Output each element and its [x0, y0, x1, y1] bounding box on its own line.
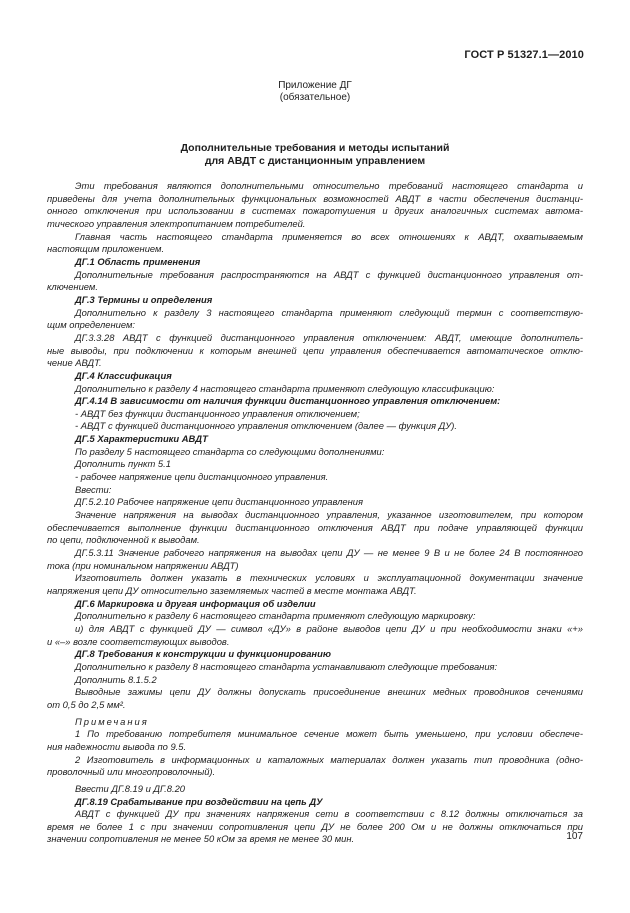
text-line: и) для АВДТ с функцией ДУ — символ «ДУ» в районе выводов цепи ДУ и при необходимости знаки «+» — [75, 622, 583, 634]
text-line: Ввести: — [75, 483, 112, 495]
text-line: Дополнить пункт 5.1 — [75, 458, 171, 470]
text-line: 1 По требованию потребителя минимальное сечение может быть уменьшено, при условии обеспече- — [75, 728, 583, 740]
text-line: Дополнительно к разделу 6 настоящего стандарта применяют следующую маркировку: — [75, 610, 476, 622]
text-line: Дополнить 8.1.5.2 — [75, 673, 157, 685]
text-line: ДГ.8 Требования к конструкции и функционированию — [75, 648, 331, 660]
text-line: Дополнительно к разделу 4 настоящего стандарта применяют следующую классификацию: — [75, 382, 495, 394]
text-line: Эти требования являются дополнительными относительно требований настоящего стандарта и — [75, 180, 583, 191]
text-line: ДГ.1 Область применения — [75, 255, 201, 267]
text-line: АВДТ с функцией ДУ при значениях напряжения сети в соответствии с 8.12 должны отключаться за — [75, 808, 583, 820]
page-number: 107 — [566, 831, 583, 842]
text-line: проволочный или многопроволочный). — [47, 766, 216, 778]
text-line: ДГ.5.3.11 Значение рабочего напряжения на выводах цепи ДУ — не менее 9 В и не более 24 В постоянного — [75, 547, 583, 559]
text-line: ные выводы, при подключении к которым внешней цепи управления обеспечивается автоматическое отклю- — [47, 344, 583, 356]
text-line: Дополнительные требования распространяются на АВДТ с функцией дистанционного управления от- — [75, 268, 583, 280]
text-line: ДГ.3.3.28 АВДТ с функцией дистанционного управления отключением: АВДТ, имеющие дополнитель- — [75, 331, 583, 343]
text-line: чение АВДТ. — [47, 357, 102, 369]
standard-header: ГОСТ Р 51327.1—2010 — [464, 49, 584, 61]
text-line: ключением. — [47, 281, 98, 293]
text-line: ДГ.6 Маркировка и другая информация об изделии — [75, 597, 316, 609]
text-line: 2 Изготовитель в информационных и каталожных материалах должен указать тип проводника (одно- — [75, 753, 583, 765]
text-line: ДГ.8.19 Срабатывание при воздействии на цепь ДУ — [75, 795, 323, 807]
text-line: ДГ.4 Классификация — [75, 369, 172, 381]
text-line: Дополнительно к разделу 8 настоящего стандарта устанавливают следующие требования: — [75, 660, 498, 672]
annex-title: Приложение ДГ — [278, 80, 352, 91]
text-line: - АВДТ с функцией дистанционного управления отключением (далее — функция ДУ). — [75, 420, 457, 432]
text-line: время не более 1 с при значении сопротивления цепи ДУ не более 200 Ом и не должны отключаться при — [47, 820, 583, 832]
annex-status: (обязательное) — [279, 92, 351, 103]
text-line: тока (при номинальном напряжении АВДТ) — [47, 559, 239, 571]
text-line: приведены для учета дополнительных функциональных возможностей АВДТ в части обеспечения дистанци- — [47, 192, 583, 204]
text-line: по цепи, подключенной к выводам. — [47, 534, 200, 546]
section-heading-line-2: для АВДТ с дистанционным управлением — [204, 155, 426, 167]
text-line: щим определением: — [47, 319, 136, 331]
text-line: Выводные зажимы цепи ДУ должны допускать присоединение внешних медных проводников сечениями — [75, 686, 583, 698]
text-line: Главная часть настоящего стандарта применяется во всех отношениях к АВДТ, охватываемым — [75, 230, 583, 242]
section-heading-line-1: Дополнительные требования и методы испытаний — [180, 142, 450, 154]
text-line: от 0,5 до 2,5 мм². — [47, 698, 126, 710]
text-line: обеспечивается выполнение функции дистанционного отключения АВДТ при подаче управляющей функции — [47, 521, 583, 533]
text-line: Изготовитель должен указать в технических условиях и эксплуатационной документации значение — [75, 572, 583, 584]
text-line: ДГ.5.2.10 Рабочее напряжение цепи дистанционного управления — [75, 496, 363, 508]
text-line: ДГ.5 Характеристики АВДТ — [75, 433, 208, 445]
text-line: Значение напряжения на выводах дистанционного управления, указанное изготовителем, при котором — [75, 509, 583, 521]
text-line: настоящим приложением. — [47, 243, 165, 255]
text-line: и «–» возле соответствующих выводов. — [47, 635, 230, 647]
text-line: ния надежности вывода по 9.5. — [47, 740, 187, 752]
text-line: По разделу 5 настоящего стандарта со следующими дополнениями: — [75, 445, 385, 457]
text-line: ДГ.4.14 В зависимости от наличия функции дистанционного управления отключением: — [75, 395, 501, 407]
text-line: ДГ.3 Термины и определения — [75, 293, 213, 305]
text-line: онного отключения при использовании в системах пожаротушения и других аналогичных системах автома- — [47, 205, 583, 217]
text-line: Примечания — [75, 715, 149, 727]
body-text — [47, 180, 583, 846]
text-line: тического управления электропитанием потребителей. — [47, 217, 306, 229]
text-line: напряжения цепи ДУ относительно заземляемых частей в месте монтажа АВДТ. — [47, 585, 417, 596]
text-line: значении сопротивления не менее 50 кОм за время не менее 30 мин. — [47, 833, 355, 845]
text-line: Дополнительно к разделу 3 настоящего стандарта применяют следующий термин с соответствую- — [75, 306, 583, 318]
text-line: - АВДТ без функции дистанционного управления отключением; — [75, 407, 360, 419]
text-line: - рабочее напряжение цепи дистанционного управления. — [75, 471, 329, 483]
text-line: Ввести ДГ.8.19 и ДГ.8.20 — [75, 782, 186, 794]
